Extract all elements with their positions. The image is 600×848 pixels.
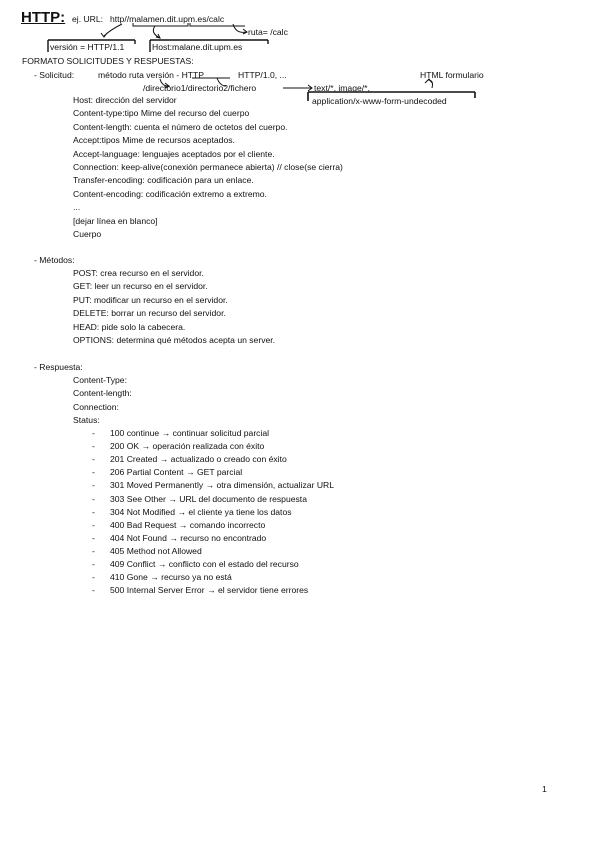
- metodos-label: - Métodos:: [34, 255, 75, 265]
- status-item: 410 Gone → recurso ya no está: [110, 572, 232, 583]
- method-item: DELETE: borrar un recurso del servidor.: [73, 308, 226, 319]
- ruta-arrow: [233, 24, 246, 32]
- status-bullet: -: [92, 532, 95, 543]
- status-bullet: -: [92, 545, 95, 556]
- status-bullet: -: [92, 559, 95, 569]
- status-item: 404 Not Found → recurso no encontrado: [110, 532, 267, 543]
- status-bullet: -: [92, 441, 95, 452]
- request-header-line: Accept:tipos Mime de recursos aceptados.: [73, 135, 235, 146]
- host-label: Host:malane.dit.upm.es: [152, 42, 243, 52]
- respuesta-label: - Respuesta:: [34, 362, 83, 372]
- method-item: GET: leer un recurso en el servidor.: [73, 281, 208, 292]
- status-bullet: -: [92, 454, 95, 465]
- method-item: OPTIONS: determina qué métodos acepta un server.: [73, 335, 276, 345]
- form-encoding-note: application/x-www-form-undecoded: [312, 96, 447, 106]
- example-prefix: ej. URL:: [72, 14, 104, 24]
- status-bullet: -: [92, 506, 95, 517]
- request-header-line: Host: dirección del servidor: [73, 95, 177, 105]
- version-label: versión = HTTP/1.1: [50, 42, 125, 52]
- request-header-line: Content-encoding: codificación extremo a extremo.: [73, 188, 267, 199]
- status-item: 303 See Other → URL del documento de respuesta: [110, 493, 307, 504]
- status-bullet: -: [92, 493, 95, 504]
- format-heading: FORMATO SOLICITUDES Y RESPUESTAS:: [22, 56, 194, 66]
- solicitud-label: - Solicitud:: [34, 70, 75, 80]
- status-item: 405 Method not Allowed: [110, 545, 202, 556]
- method-item: POST: crea recurso en el servidor.: [73, 268, 204, 278]
- page-number: 1: [542, 784, 547, 794]
- status-bullet: -: [92, 480, 95, 491]
- status-item: 100 continue → continuar solicitud parcial: [110, 428, 270, 438]
- request-header-line: ...: [73, 202, 81, 213]
- status-item: 400 Bad Request → comando incorrecto: [110, 519, 266, 530]
- status-item: 201 Created → actualizado o creado con éxito: [110, 454, 287, 465]
- request-header-line: Content-type:tipo Mime del recurso del cuerpo: [73, 108, 250, 119]
- path-note: /directorio1/directorio2/fichero: [143, 83, 257, 93]
- response-field: Content-length:: [73, 388, 132, 399]
- host-bracket: [133, 23, 188, 26]
- response-field: Status:: [73, 415, 100, 426]
- request-header-line: Transfer-encoding: codificación para un enlace.: [73, 175, 254, 186]
- status-item: 500 Internal Server Error → el servidor tiene errores: [110, 585, 309, 596]
- solicitud-line: método ruta versión - HTTP: [98, 70, 205, 80]
- request-header-line: Accept-language: lenguajes aceptados por el cliente.: [73, 148, 275, 159]
- accept-types-note: text/*, image/*,: [314, 83, 370, 93]
- method-item: PUT: modificar un recurso en el servidor.: [73, 294, 228, 305]
- request-header-line: Connection: keep-alive(conexión permanece abierta) // close(se cierra): [73, 162, 343, 172]
- status-item: 200 OK → operación realizada con éxito: [110, 441, 265, 452]
- ruta-label: ruta= /calc: [248, 27, 288, 37]
- status-bullet: -: [92, 467, 95, 478]
- request-header-line: Content-length: cuenta el número de octetos del cuerpo.: [73, 121, 288, 132]
- status-item: 301 Moved Permanently → otra dimensión, actualizar URL: [110, 480, 335, 491]
- status-bullet: -: [92, 519, 95, 530]
- status-item: 304 Not Modified → el cliente ya tiene los datos: [110, 506, 292, 517]
- status-item: 206 Partial Content → GET parcial: [110, 467, 243, 478]
- request-header-line: Cuerpo: [73, 229, 102, 239]
- page-title: HTTP:: [21, 9, 66, 26]
- status-bullet: -: [92, 428, 95, 438]
- html-form-label: HTML formulario: [420, 70, 484, 80]
- status-bullet: -: [92, 585, 95, 596]
- http-versions: HTTP/1.0, ...: [238, 70, 287, 80]
- status-bullet: -: [92, 572, 95, 583]
- status-item: 409 Conflict → conflicto con el estado del recurso: [110, 559, 299, 569]
- request-header-line: [dejar línea en blanco]: [73, 215, 158, 226]
- response-field: Connection:: [73, 401, 119, 412]
- method-item: HEAD: pide solo la cabecera.: [73, 321, 186, 332]
- example-url: http//malamen.dit.upm.es/calc: [110, 14, 225, 24]
- response-field: Content-Type:: [73, 375, 127, 385]
